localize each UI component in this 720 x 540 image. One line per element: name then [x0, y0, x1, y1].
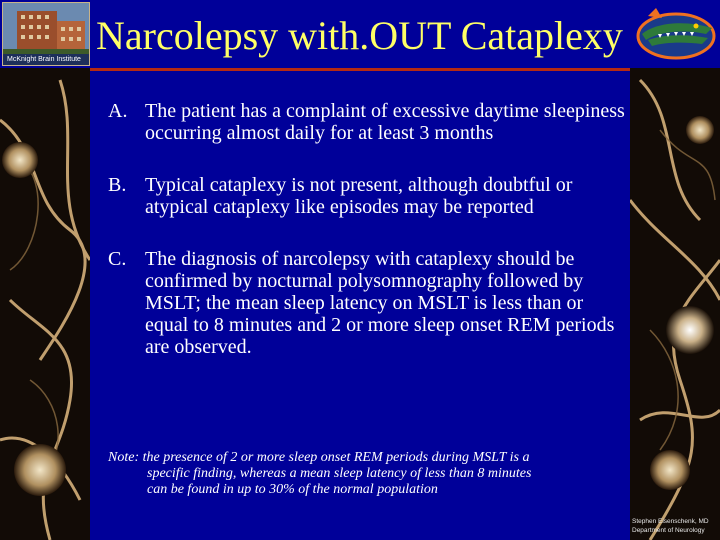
footnote [108, 450, 618, 498]
author-name: Stephen Eisenschenk, MD [632, 518, 709, 525]
footnote-line-2: specific finding, whereas a mean sleep latency of less than 8 minutes [147, 466, 532, 481]
footnote-line-3: can be found in up to 30% of the normal population [147, 482, 438, 497]
building-photo-icon [3, 3, 90, 57]
footnote-line-1: the presence of 2 or more sleep onset REM periods during MSLT is a [142, 450, 530, 465]
institute-logo [2, 2, 90, 66]
criteria-list [108, 100, 628, 358]
criterion-a [108, 100, 628, 144]
author-department: Department of Neurology [632, 527, 705, 534]
criterion-b-text: Typical cataplexy is not present, although doubtful or atypical cataplexy like episodes may be reported [145, 174, 573, 218]
criterion-a-label: A. [108, 100, 128, 122]
criterion-c-text: The diagnosis of narcolepsy with cataplexy should be confirmed by nocturnal polysomnography followed by MSLT; the mean sleep latency on MSLT is less than or equal to 8 minutes and 2 or more sleep onset REM periods are observed. [145, 248, 615, 358]
author-credit [632, 517, 718, 535]
criterion-a-text: The patient has a complaint of excessive daytime sleepiness occurring almost daily for at least 3 months [145, 100, 625, 144]
criterion-c-label: C. [108, 248, 127, 270]
institute-name-band [3, 54, 89, 65]
gator-logo-icon [636, 4, 716, 64]
criterion-b [108, 174, 628, 218]
footnote-prefix: Note: [108, 450, 140, 465]
title-underline [90, 68, 630, 71]
criterion-c [108, 248, 628, 358]
criterion-b-label: B. [108, 174, 127, 196]
slide-title: Narcolepsy with.OUT Cataplexy [96, 13, 623, 58]
institute-name: McKnight Brain Institute [7, 56, 81, 63]
